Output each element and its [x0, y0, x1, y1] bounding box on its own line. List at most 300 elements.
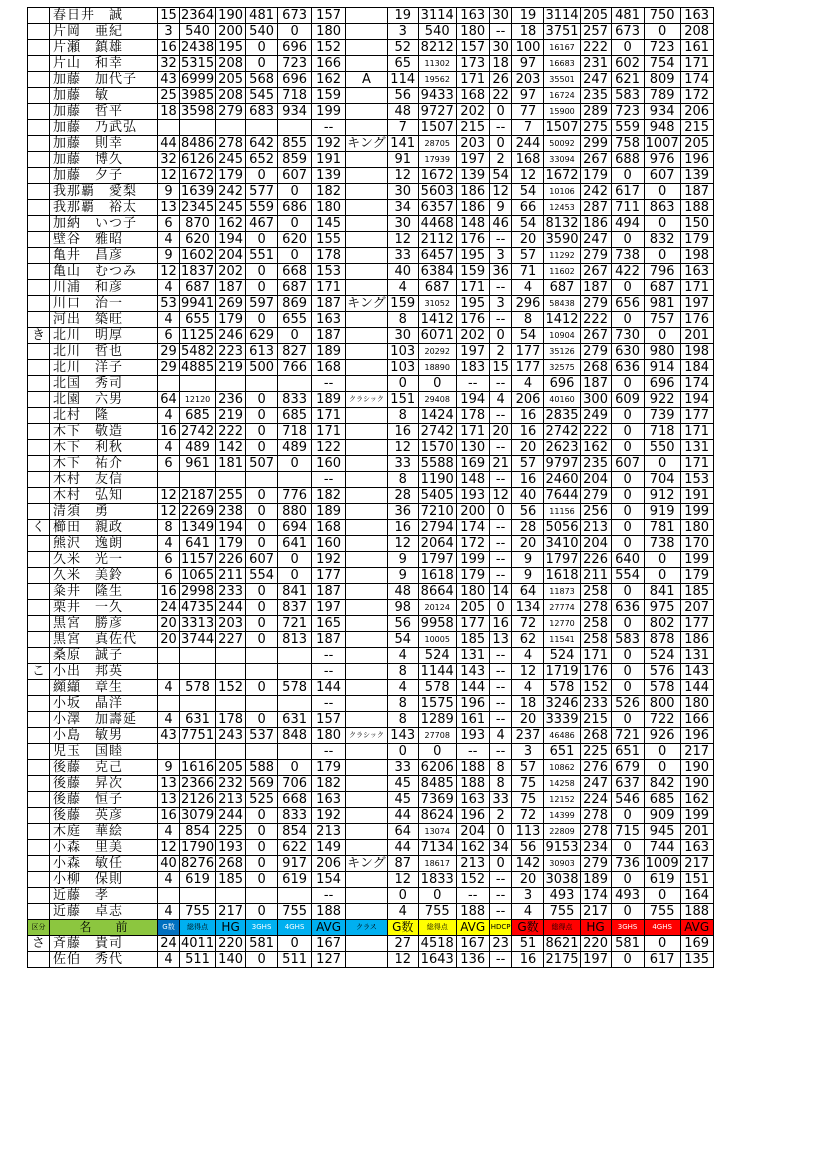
table-cell: 185 [216, 872, 246, 888]
table-cell: 511 [278, 952, 312, 968]
table-cell [246, 696, 278, 712]
table-cell: 235 [580, 456, 611, 472]
table-cell: 208 [216, 88, 246, 104]
table-cell: 162 [216, 216, 246, 232]
table-cell: 577 [246, 184, 278, 200]
table-cell: 278 [580, 600, 611, 616]
table-cell: 32 [158, 56, 180, 72]
table-cell: 191 [312, 152, 346, 168]
table-cell: 18 [158, 104, 180, 120]
table-cell: 551 [246, 248, 278, 264]
table-cell: 177 [312, 568, 346, 584]
player-name: 加藤 則幸 [50, 136, 158, 152]
table-cell: 185 [456, 632, 489, 648]
table-cell: 179 [456, 568, 489, 584]
kana-group [28, 168, 50, 184]
table-cell: 917 [278, 856, 312, 872]
table-cell: 583 [611, 88, 644, 104]
kana-group [28, 88, 50, 104]
table-cell: クラシック [346, 392, 388, 408]
table-cell: 187 [680, 184, 713, 200]
table-cell: 12 [387, 232, 418, 248]
table-cell: 4 [387, 648, 418, 664]
table-cell: 198 [680, 248, 713, 264]
table-cell: 20292 [418, 344, 456, 360]
table-cell: 268 [580, 360, 611, 376]
table-cell: 525 [246, 792, 278, 808]
column-header: クラス [346, 920, 388, 936]
table-cell: 12 [489, 488, 512, 504]
table-cell: 12 [489, 184, 512, 200]
table-cell [246, 648, 278, 664]
table-cell: 1602 [181, 248, 215, 263]
kana-group [28, 904, 50, 920]
table-cell [346, 744, 388, 760]
table-cell: 171 [680, 280, 713, 296]
table-cell: 176 [456, 232, 489, 248]
table-cell: 755 [544, 904, 580, 920]
table-cell: 6 [158, 568, 180, 584]
table-cell [158, 120, 180, 136]
table-cell: 540 [180, 24, 216, 40]
table-cell: 40 [387, 264, 418, 280]
table-row [28, 360, 714, 376]
kana-group [28, 216, 50, 232]
player-rows-bottom [28, 936, 714, 968]
table-cell: 755 [644, 904, 680, 920]
table-cell: 135 [680, 952, 713, 968]
table-cell: 180 [456, 24, 489, 40]
player-name: 斉藤 貴司 [50, 936, 158, 952]
table-cell: 6 [158, 216, 180, 232]
table-cell: 6 [158, 552, 180, 568]
table-cell: 636 [611, 600, 644, 616]
player-name: 加藤 夕子 [50, 168, 158, 184]
table-cell [216, 744, 246, 760]
table-cell: 227 [216, 632, 246, 648]
table-cell: 636 [611, 360, 644, 376]
table-cell: 1125 [181, 328, 215, 343]
table-cell: 2187 [181, 488, 215, 503]
table-cell: 1190 [418, 472, 456, 488]
table-cell: 14 [489, 584, 512, 600]
table-cell: 202 [216, 264, 246, 280]
table-cell: 730 [611, 328, 644, 344]
table-cell: 12770 [544, 616, 580, 632]
table-cell: 0 [246, 312, 278, 328]
table-cell: 186 [456, 184, 489, 200]
score-table [27, 7, 714, 968]
table-cell [346, 184, 388, 200]
table-cell [346, 888, 388, 904]
table-cell [346, 760, 388, 776]
table-cell: 9797 [545, 456, 579, 471]
player-name: 北川 明厚 [50, 328, 158, 344]
table-cell: 841 [644, 584, 680, 600]
table-row [28, 72, 714, 88]
table-cell: 0 [246, 600, 278, 616]
table-cell: 113 [512, 824, 544, 840]
table-cell [346, 216, 388, 232]
table-cell: 20 [512, 536, 544, 552]
table-cell: 12 [512, 168, 544, 184]
table-cell: 9 [158, 760, 180, 776]
table-cell: 687 [644, 280, 680, 296]
table-cell: 8624 [418, 808, 456, 824]
table-cell [346, 504, 388, 520]
player-name: 黒宮 勝彦 [50, 616, 158, 632]
table-cell: 12453 [544, 200, 580, 216]
table-cell: 87 [387, 856, 418, 872]
table-cell: 576 [644, 664, 680, 680]
table-cell: 189 [312, 344, 346, 360]
kana-group [28, 184, 50, 200]
table-cell: 637 [611, 776, 644, 792]
table-cell: 922 [644, 392, 680, 408]
table-cell: クラシック [346, 728, 388, 744]
table-cell: 0 [246, 488, 278, 504]
table-cell: 30 [387, 328, 418, 344]
table-cell: 257 [580, 24, 611, 40]
table-cell: 223 [216, 344, 246, 360]
table-cell: 0 [611, 40, 644, 56]
table-cell: 975 [644, 600, 680, 616]
table-cell: 232 [216, 776, 246, 792]
player-name: 亀井 昌彦 [50, 248, 158, 264]
table-cell [346, 488, 388, 504]
table-cell: 35501 [544, 72, 580, 88]
table-cell: 29408 [418, 392, 456, 408]
table-cell: 143 [680, 664, 713, 680]
table-cell: 170 [680, 536, 713, 552]
table-cell: 1570 [418, 440, 456, 456]
table-cell: 0 [278, 456, 312, 472]
table-cell: 220 [580, 936, 611, 952]
table-cell: 3590 [545, 232, 579, 247]
table-cell [346, 936, 388, 952]
table-cell: 0 [611, 280, 644, 296]
table-cell: 219 [216, 360, 246, 376]
table-cell: 1065 [181, 568, 215, 583]
table-cell: 205 [216, 760, 246, 776]
table-cell: 243 [216, 728, 246, 744]
table-cell: 72 [512, 808, 544, 824]
table-cell: 0 [246, 40, 278, 56]
table-cell: 0 [418, 888, 456, 904]
player-name: 小坂 晶洋 [50, 696, 158, 712]
table-cell: 24 [158, 600, 180, 616]
table-cell: 279 [580, 856, 611, 872]
table-cell: 195 [456, 248, 489, 264]
table-cell: 30 [387, 216, 418, 232]
table-cell: 36 [387, 504, 418, 520]
table-cell: -- [489, 904, 512, 920]
table-cell: 247 [580, 72, 611, 88]
player-name: 佐伯 秀代 [50, 952, 158, 968]
table-cell [346, 696, 388, 712]
table-cell: 11541 [544, 632, 580, 648]
table-cell: 4 [158, 280, 180, 296]
table-cell: 180 [680, 520, 713, 536]
table-cell: 171 [456, 424, 489, 440]
table-cell: 685 [180, 408, 216, 424]
table-cell: 174 [680, 72, 713, 88]
table-cell: 909 [644, 808, 680, 824]
player-name: 我那覇 裕太 [50, 200, 158, 216]
table-cell: 46 [489, 216, 512, 232]
table-cell: 16 [512, 408, 544, 424]
table-cell: 0 [644, 184, 680, 200]
table-cell: 607 [278, 168, 312, 184]
table-cell: 12 [387, 536, 418, 552]
kana-group [28, 56, 50, 72]
table-cell: 559 [611, 120, 644, 136]
table-cell [346, 280, 388, 296]
kana-group [28, 232, 50, 248]
table-cell: 12 [512, 664, 544, 680]
player-name: 片山 和幸 [50, 56, 158, 72]
table-cell: 602 [611, 56, 644, 72]
table-cell [180, 376, 216, 392]
table-cell: 0 [611, 952, 644, 968]
player-name: 木庭 華絵 [50, 824, 158, 840]
table-cell: 2064 [418, 536, 456, 552]
table-cell: 100 [512, 40, 544, 56]
table-cell: 863 [644, 200, 680, 216]
table-cell: 1639 [181, 184, 215, 199]
table-cell [216, 696, 246, 712]
table-cell: 225 [216, 824, 246, 840]
table-cell: 220 [216, 936, 246, 952]
table-cell: 16724 [544, 88, 580, 104]
player-name: 我那覇 愛梨 [50, 184, 158, 200]
table-cell [278, 664, 312, 680]
table-cell [216, 472, 246, 488]
table-cell: 13 [158, 200, 180, 216]
table-cell: 4 [512, 680, 544, 696]
player-name: 北川 洋子 [50, 360, 158, 376]
table-cell: 6457 [418, 248, 456, 264]
table-cell: 159 [312, 88, 346, 104]
kana-group [28, 488, 50, 504]
table-cell: 258 [580, 632, 611, 648]
table-cell: 673 [278, 8, 312, 24]
table-cell: 217 [216, 904, 246, 920]
table-cell: 755 [278, 904, 312, 920]
table-cell: 114 [387, 72, 418, 88]
table-cell: 122 [312, 440, 346, 456]
table-cell: 46486 [544, 728, 580, 744]
table-cell [278, 744, 312, 760]
table-cell [158, 648, 180, 664]
table-cell: 64 [158, 392, 180, 408]
table-cell: 0 [246, 808, 278, 824]
table-cell: 12 [158, 168, 180, 184]
table-cell: 12 [158, 488, 180, 504]
kana-group [28, 888, 50, 904]
player-name: 川浦 和彦 [50, 280, 158, 296]
table-row [28, 952, 714, 968]
table-cell: 524 [418, 648, 456, 664]
table-cell: 686 [278, 200, 312, 216]
table-cell: 20 [512, 872, 544, 888]
table-cell: 4518 [418, 936, 456, 952]
table-cell: 641 [180, 536, 216, 552]
kana-group [28, 808, 50, 824]
table-cell: 244 [216, 600, 246, 616]
table-cell: 3114 [418, 8, 456, 24]
table-cell: 696 [278, 72, 312, 88]
kana-group [28, 120, 50, 136]
table-cell: 242 [216, 184, 246, 200]
table-cell: 20 [489, 424, 512, 440]
table-cell: 249 [580, 408, 611, 424]
table-cell: 183 [456, 360, 489, 376]
table-cell: -- [456, 888, 489, 904]
table-cell: 174 [456, 520, 489, 536]
table-cell [216, 376, 246, 392]
table-cell: 163 [680, 264, 713, 280]
table-cell: 8664 [418, 584, 456, 600]
table-cell: 182 [312, 184, 346, 200]
table-cell: 171 [456, 72, 489, 88]
table-cell: 0 [611, 840, 644, 856]
table-cell: -- [489, 888, 512, 904]
table-cell: 0 [278, 760, 312, 776]
table-cell: -- [489, 712, 512, 728]
table-cell: 754 [644, 56, 680, 72]
table-cell [278, 696, 312, 712]
table-cell: 3 [158, 24, 180, 40]
table-cell: 45 [387, 792, 418, 808]
table-cell [346, 376, 388, 392]
player-name: 北川 哲也 [50, 344, 158, 360]
table-cell: 0 [489, 824, 512, 840]
table-cell: 163 [456, 792, 489, 808]
table-cell: 524 [644, 648, 680, 664]
kana-group [28, 840, 50, 856]
table-cell: 581 [611, 936, 644, 952]
table-cell: 755 [180, 904, 216, 920]
table-cell: 837 [278, 600, 312, 616]
table-cell: 0 [644, 216, 680, 232]
table-cell: 196 [456, 696, 489, 712]
table-cell: 202 [456, 104, 489, 120]
table-cell [346, 88, 388, 104]
table-cell: 679 [611, 760, 644, 776]
table-cell: 192 [312, 136, 346, 152]
table-cell: 180 [456, 584, 489, 600]
kana-group [28, 584, 50, 600]
table-cell: 236 [216, 392, 246, 408]
table-cell: 155 [312, 232, 346, 248]
table-cell [346, 776, 388, 792]
table-cell: 151 [387, 392, 418, 408]
table-cell: 20 [512, 440, 544, 456]
table-row [28, 808, 714, 824]
kana-group [28, 696, 50, 712]
table-cell: 4 [512, 904, 544, 920]
table-cell: 545 [246, 88, 278, 104]
table-row [28, 232, 714, 248]
table-cell: 0 [278, 936, 312, 952]
table-cell: 0 [246, 904, 278, 920]
table-row [28, 152, 714, 168]
table-cell: 706 [278, 776, 312, 792]
kana-group [28, 472, 50, 488]
table-cell: 31052 [418, 296, 456, 312]
table-cell: 237 [512, 728, 544, 744]
table-cell: 144 [680, 680, 713, 696]
table-cell: 578 [544, 680, 580, 696]
table-cell: 177 [512, 360, 544, 376]
table-cell: 0 [278, 552, 312, 568]
table-cell: 715 [611, 824, 644, 840]
table-cell: 171 [456, 280, 489, 296]
table-cell: 8 [387, 472, 418, 488]
table-cell: 28 [387, 488, 418, 504]
table-cell: 35126 [544, 344, 580, 360]
kana-group [28, 392, 50, 408]
table-cell: 4 [387, 280, 418, 296]
table-cell: 205 [680, 136, 713, 152]
table-cell: 127 [312, 952, 346, 968]
table-cell: 0 [644, 936, 680, 952]
table-cell: 0 [489, 136, 512, 152]
table-cell: 268 [580, 728, 611, 744]
player-name: 清須 勇 [50, 504, 158, 520]
player-name: 後藤 恒子 [50, 792, 158, 808]
table-cell [246, 664, 278, 680]
table-cell: 33 [387, 248, 418, 264]
table-cell: 1618 [545, 568, 579, 583]
table-cell: 204 [216, 248, 246, 264]
table-cell: 4 [158, 408, 180, 424]
table-row [28, 40, 714, 56]
table-row [28, 56, 714, 72]
table-cell: 103 [387, 344, 418, 360]
table-cell: 833 [278, 808, 312, 824]
player-name: 木下 敬造 [50, 424, 158, 440]
table-cell: 0 [644, 456, 680, 472]
table-cell: 203 [216, 616, 246, 632]
table-cell: 149 [312, 840, 346, 856]
table-cell: 15 [489, 360, 512, 376]
player-name: 黒宮 真佐代 [50, 632, 158, 648]
player-name: 加藤 敏 [50, 88, 158, 104]
table-cell [158, 888, 180, 904]
column-header: AVG [456, 920, 489, 936]
player-name: 後藤 英彦 [50, 808, 158, 824]
table-cell [246, 472, 278, 488]
table-cell: 174 [580, 888, 611, 904]
table-cell: 279 [580, 248, 611, 264]
player-name: 小出 邦英 [50, 664, 158, 680]
table-cell: 278 [580, 824, 611, 840]
table-cell: 178 [312, 248, 346, 264]
table-cell: 213 [456, 856, 489, 872]
kana-group [28, 456, 50, 472]
table-cell: 40 [512, 488, 544, 504]
table-cell: 8132 [545, 216, 579, 231]
table-cell [346, 664, 388, 680]
table-cell: 16167 [544, 40, 580, 56]
table-row [28, 24, 714, 40]
table-row [28, 616, 714, 632]
table-row [28, 344, 714, 360]
table-cell: 1412 [418, 312, 456, 328]
table-cell: 718 [278, 88, 312, 104]
